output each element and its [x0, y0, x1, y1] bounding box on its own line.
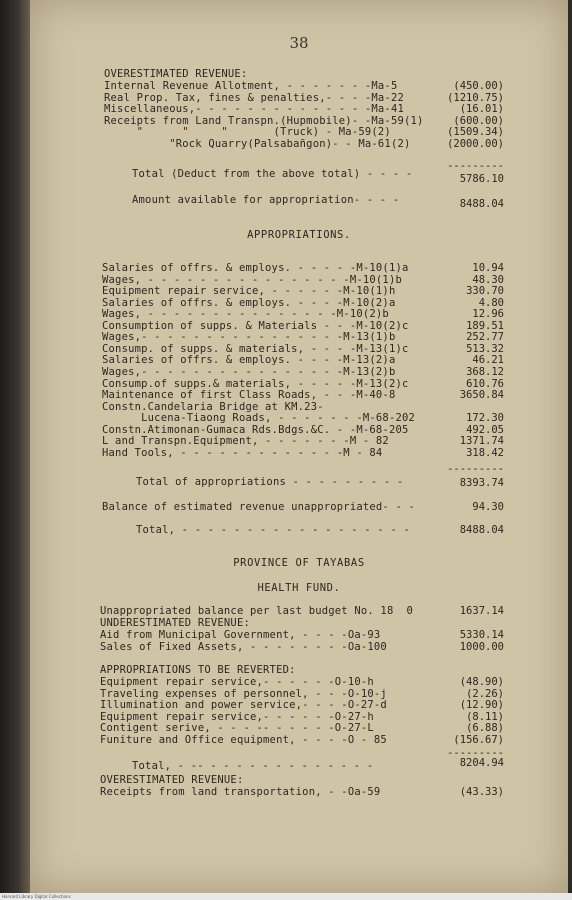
- amount-available-label: Amount available for appropriation- - - -: [132, 194, 400, 206]
- row-text: Salaries of offrs. & employs. - - - - -M-10(1)a: [102, 262, 409, 274]
- row-amount: 189.51: [466, 319, 504, 332]
- total-appropriations-label: Total of appropriations - - - - - - - - -: [136, 476, 404, 488]
- row-text: Receipts from land transportation, - -Oa-59: [100, 786, 381, 798]
- balance-label: Balance of estimated revenue unappropriated- - -: [102, 501, 416, 513]
- row-text: Hand Tools, - - - - - - - - - - - - -M - 84: [102, 446, 383, 459]
- reverted-heading: APPROPRIATIONS TO BE REVERTED:: [100, 664, 296, 676]
- row-amount: 318.42: [466, 446, 504, 459]
- grand-total-label: Total, - - - - - - - - - - - - - - - - - -: [136, 524, 410, 536]
- row-amount: 3650.84: [459, 389, 504, 402]
- row-amount: (2.26): [466, 687, 504, 700]
- overestimated-heading-2: OVERESTIMATED REVENUE:: [100, 774, 244, 786]
- row-amount: 330.70: [466, 285, 504, 298]
- rule: ---------: [447, 463, 504, 475]
- row-text: " " " (Truck) - Ma-59(2): [104, 126, 391, 139]
- row-amount: 610.76: [466, 377, 504, 390]
- row-amount: 252.77: [466, 331, 504, 344]
- rule: ---------: [447, 747, 504, 759]
- row-text: Consump.of supps.& materials, - - - - -M-13(2)c: [102, 377, 409, 390]
- row-text: Equipment repair service,- - - - - -O-10-h: [100, 676, 374, 688]
- row-amount: 12.96: [472, 308, 504, 321]
- row-amount: (600.00): [453, 114, 504, 127]
- row-text: Constn.Atimonan-Gumaca Rds.Bdgs.&C. - -M-68-205: [102, 423, 409, 436]
- province-total-label: Total, - -- - - - - - - - - - - - - -: [132, 760, 374, 772]
- row-amount: (156.67): [453, 734, 504, 746]
- balance-amount: 94.30: [472, 501, 504, 513]
- row-text: Consump. of supps. & materials, - - - -M-13(1)c: [102, 342, 409, 355]
- row-text: Real Prop. Tax, fines & penalties,- - - -Ma-22: [104, 91, 404, 104]
- province-heading: PROVINCE OF TAYABAS: [233, 557, 365, 569]
- row-text: Wages, - - - - - - - - - - - - - - -M-10(2)b: [102, 308, 389, 321]
- row-amount: 4.80: [478, 296, 504, 309]
- row-text: Receipts from Land Transpn.(Hupmobile)- -Ma-59(1): [104, 114, 424, 127]
- row-text: Wages,- - - - - - - - - - - - - - - -M-13(1)b: [102, 331, 396, 344]
- book-spine: [0, 0, 30, 900]
- rule: ---------: [447, 160, 504, 172]
- row-text: Wages, - - - - - - - - - - - - - - - -M-10(1)b: [102, 273, 402, 286]
- row-amount: 5330.14: [459, 629, 504, 641]
- row-amount: 513.32: [466, 342, 504, 355]
- row-amount: (8.11): [466, 710, 504, 723]
- row-text: Miscellaneous,- - - - - - - - - - - - - -Ma-41: [104, 103, 404, 116]
- underestimated-heading: UNDERESTIMATED REVENUE:: [100, 617, 250, 629]
- amount-available-amount: 8488.04: [459, 198, 504, 210]
- row-amount: (43.33): [459, 786, 504, 798]
- row-text: Internal Revenue Allotment, - - - - - - -Ma-5: [104, 80, 398, 92]
- footer-note: Harvard Library Digital Collections: [2, 894, 71, 899]
- footer-strip: [0, 893, 572, 900]
- row-amount: 492.05: [466, 423, 504, 436]
- row-text: Illumination and power service,- - - -O-27-d: [100, 699, 387, 712]
- document-page: [30, 0, 568, 893]
- province-total-amount: 8204.94: [459, 757, 504, 769]
- row-amount: 10.94: [472, 262, 504, 274]
- unappropriated-amount: 1637.14: [459, 605, 504, 617]
- total-deduct-label: Total (Deduct from the above total) - - - -: [132, 168, 413, 180]
- row-text: Equipment repair service, - - - - - -M-10(1)h: [102, 285, 396, 298]
- row-amount: 172.30: [466, 412, 504, 425]
- total-appropriations-amount: 8393.74: [459, 477, 504, 489]
- row-text: Contigent serive, - - - -- - - - - -O-27-L: [100, 722, 374, 735]
- row-amount: (450.00): [453, 80, 504, 92]
- row-text: Traveling expenses of personnel, - - -O-10-j: [100, 687, 387, 700]
- row-amount: (16.01): [459, 103, 504, 116]
- row-text: Lucena-Tiaong Roads, - - - - - - -M-68-202: [102, 412, 416, 425]
- row-text: Aid from Municipal Government, - - - -Oa-93: [100, 629, 381, 641]
- row-amount: 368.12: [466, 365, 504, 378]
- row-amount: 1000.00: [459, 641, 504, 653]
- row-text: L and Transpn.Equipment, - - - - - - -M - 82: [102, 435, 389, 448]
- row-amount: (48.90): [459, 676, 504, 688]
- row-text: Sales of Fixed Assets, - - - - - - - -Oa-100: [100, 641, 387, 653]
- row-amount: (6.88): [466, 722, 504, 735]
- grand-total-amount: 8488.04: [459, 524, 504, 536]
- row-text: Wages,- - - - - - - - - - - - - - - -M-13(2)b: [102, 365, 396, 378]
- row-amount: (1210.75): [447, 91, 504, 104]
- row-amount: 46.21: [472, 354, 504, 367]
- page-number: 38: [289, 34, 309, 52]
- total-deduct-amount: 5786.10: [459, 173, 504, 185]
- row-amount: 48.30: [472, 273, 504, 286]
- row-amount: (2000.00): [447, 138, 504, 150]
- row-text: Salaries of offrs. & employs. - - - -M-10(2)a: [102, 296, 396, 309]
- appropriations-heading: APPROPRIATIONS.: [247, 229, 351, 241]
- overestimated-heading: OVERESTIMATED REVENUE:: [104, 68, 248, 80]
- row-text: Funiture and Office equipment, - - - -O - 85: [100, 734, 387, 746]
- unappropriated-label: Unappropriated balance per last budget No. 18 0: [100, 605, 414, 617]
- row-text: "Rock Quarry(Palsabañgon)- - Ma-61(2): [104, 138, 411, 150]
- row-amount: (1509.34): [447, 126, 504, 139]
- row-text: Equipment repair service,- - - - - -O-27-h: [100, 710, 374, 723]
- row-text: Salaries of offrs. & employs. - - - -M-13(2)a: [102, 354, 396, 367]
- row-text: Consumption of supps. & Materials - - -M-10(2)c: [102, 319, 409, 332]
- row-amount: (12.90): [459, 699, 504, 712]
- row-text: Maintenance of first Class Roads, - - -M-40-8: [102, 389, 396, 402]
- row-text: Constn.Candelaria Bridge at KM.23-: [102, 400, 324, 413]
- row-amount: 1371.74: [459, 435, 504, 448]
- fund-heading: HEALTH FUND.: [257, 582, 341, 594]
